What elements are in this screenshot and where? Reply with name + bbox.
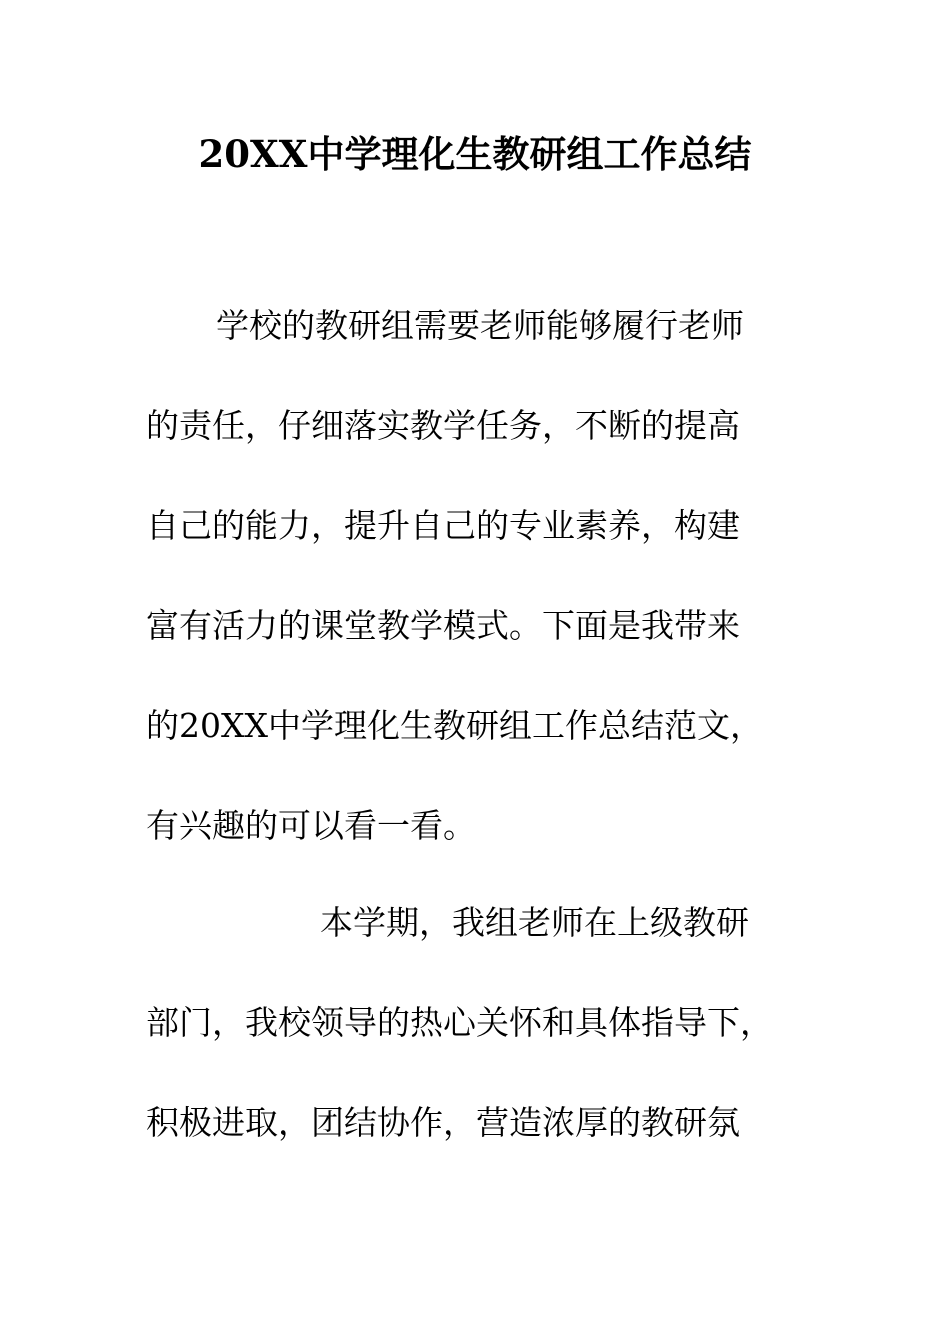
paragraph-line: 的20XX中学理化生教研组工作总结范文， — [146, 706, 763, 745]
paragraph-line: 积极进取，团结协作，营造浓厚的教研氛 — [146, 1103, 740, 1142]
paragraph-line: 部门，我校领导的热心关怀和具体指导下， — [146, 1003, 773, 1042]
paragraph-line: 富有活力的课堂教学模式。下面是我带来 — [146, 606, 740, 645]
paragraph-line: 自己的能力，提升自己的专业素养，构建 — [146, 506, 740, 545]
paragraph-line: 有兴趣的可以看一看。 — [146, 806, 476, 845]
paragraph-line: 本学期，我组老师在上级教研 — [320, 903, 749, 942]
paragraph-line: 的责任，仔细落实教学任务，不断的提高 — [146, 406, 740, 445]
document-title: 20XX中学理化生教研组工作总结 — [198, 132, 752, 176]
paragraph-line: 学校的教研组需要老师能够履行老师 — [216, 306, 744, 345]
